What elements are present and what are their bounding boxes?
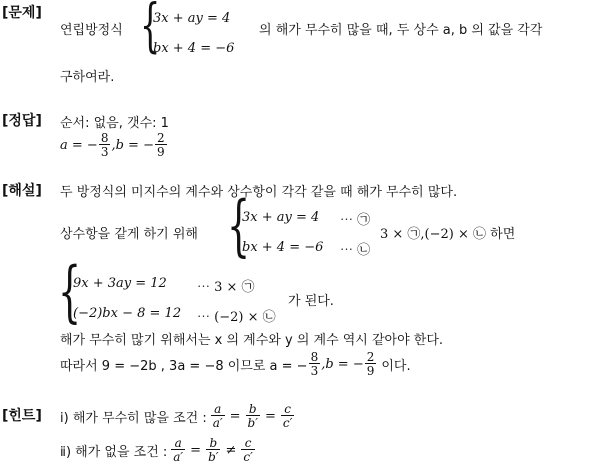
problem-eq1: 3x + ay = 4 [153,11,231,26]
hint-ii-eq: = [190,442,202,458]
explanation-sys2-eq2: (−2)bx − 8 = 12 [73,306,182,321]
explanation-label: [해설] [2,183,42,199]
hint-i-c-den: c′ [282,416,293,430]
hint-i-b-den: b′ [247,416,258,430]
explanation-line5-b-num: 2 [366,350,375,364]
explanation-line5-b-den: 9 [366,364,375,378]
hint-ii-c-den: c′ [243,450,253,464]
problem-label: [문제] [2,5,42,21]
problem-line2: 구하여라. [60,70,115,85]
hint-ii-b-den: b′ [208,450,219,464]
explanation-sys2-suffix: 가 된다. [288,294,334,309]
hint-ii-frac-c [241,437,254,463]
explanation-sys2-tag2: ⋯ (−2) × ㉡ [197,310,276,325]
hint-i-label: ⅰ) 해가 무수히 많을 조건 : [60,410,207,426]
explanation-line1: 두 방정식의 미지수의 계수와 상수항이 각각 같을 때 해가 무수히 많다. [60,185,458,200]
hint-line-i [60,397,295,435]
hint-ii-label: ⅱ) 해가 없을 조건 : [60,444,168,460]
hint-i-a-num: a [214,402,222,416]
explanation-line4: 해가 무수히 많기 위해서는 x 의 계수와 y 의 계수 역시 같아야 한다. [60,333,444,348]
explanation-line2-suffix: 3 × ㉠,(−2) × ㉡ 하면 [380,227,516,242]
explanation-sys2-tag1: ⋯ 3 × ㉠ [197,280,255,295]
answer-a-prefix: a = − [60,137,98,153]
hint-i-eq2: = [264,408,276,424]
hint-label: [힌트] [2,408,42,424]
answer-b-den: 9 [156,145,165,159]
problem-eq2: bx + 4 = −6 [153,41,235,56]
explanation-sys2-eq1: 9x + 3ay = 12 [73,276,167,291]
hint-ii-c-num: c [244,436,252,450]
answer-b-fraction [155,132,167,158]
problem-system-brace: { [140,0,161,59]
explanation-line5 [60,346,411,382]
hint-ii-frac-a [171,437,185,463]
explanation-line5-a-num: 8 [310,350,319,364]
hint-ii-a-den: a′ [173,450,184,464]
explanation-system2-brace: { [58,253,82,330]
explanation-sys1-tag1: ⋯ ㉠ [340,213,371,228]
hint-line-ii [60,431,256,469]
hint-ii-a-num: a [174,436,182,450]
explanation-line5-a-den: 3 [310,364,319,378]
explanation-line5-suffix: 이다. [381,358,411,374]
explanation-line5-prefix: 따라서 9 = −2b , 3a = −8 이므로 a = − [60,358,308,374]
explanation-sys1-eq1: 3x + ay = 4 [242,210,320,225]
answer-label: [정답] [2,113,42,129]
answer-a-den: 3 [100,145,109,159]
hint-i-frac-c [281,403,294,429]
hint-ii-frac-b [206,437,220,463]
problem-prefix: 연립방정식 [60,23,123,38]
answer-line1: 순서: 없음, 갯수: 1 [60,116,169,131]
explanation-line5-mid: ,b = − [321,356,364,372]
explanation-line2-prefix: 상수항을 같게 하기 위해 [60,227,198,242]
answer-a-num: 8 [100,131,109,145]
answer-a-fraction [99,132,111,158]
hint-i-eq1: = [229,408,241,424]
explanation-line5-a-fraction [309,351,321,377]
answer-b-num: 2 [156,131,165,145]
explanation-system1-brace: { [227,187,251,264]
explanation-sys1-eq2: bx + 4 = −6 [242,240,324,255]
problem-suffix: 의 해가 무수히 많을 때, 두 상수 a, b 의 값을 각각 [259,23,543,38]
hint-i-c-num: c [284,402,291,416]
explanation-sys1-tag2: ⋯ ㉡ [340,243,371,258]
hint-i-frac-a [211,403,225,429]
hint-i-a-den: a′ [212,416,223,430]
hint-ii-neq: ≠ [225,442,237,458]
hint-i-b-num: b [248,402,257,416]
answer-values [60,128,168,162]
hint-ii-b-num: b [209,436,218,450]
hint-i-frac-b [246,403,260,429]
answer-b-prefix: ,b = − [111,137,154,153]
explanation-line5-b-fraction [365,351,377,377]
